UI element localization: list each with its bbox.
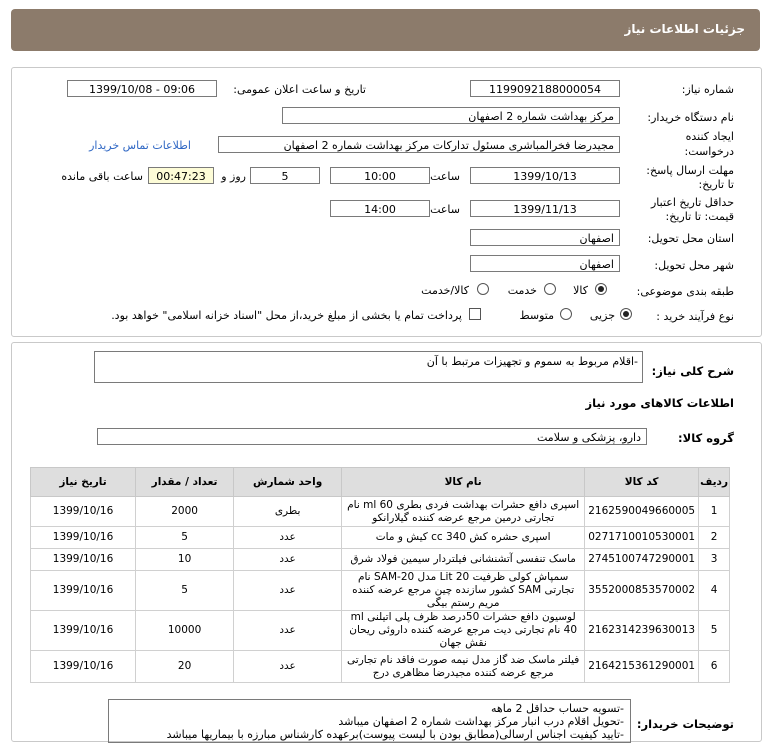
deadline-date-field: 1399/10/13 [470,167,620,184]
item-code: 2162590049660005 [585,497,699,527]
goods-table-header [31,468,730,497]
process-radio-minor[interactable] [620,308,632,320]
item-qty: 5 [136,527,234,549]
row-number: 4 [699,571,730,611]
item-unit: عدد [234,651,342,683]
buyer-org-label: نام دستگاه خریدار: [647,111,734,124]
remaining-time-label: ساعت باقی مانده [61,170,143,183]
item-date: 1399/10/16 [31,651,136,683]
table-row [31,497,730,527]
remaining-time-field: 00:47:23 [148,167,214,184]
item-code: 0271710010530001 [585,527,699,549]
province-field: اصفهان [470,229,620,246]
buyer-note-line: -تسویه حساب حداقل 2 ماهه [491,702,624,715]
deadline-label-line2: تا تاریخ: [698,178,734,191]
row-number: 2 [699,527,730,549]
deadline-time-label: ساعت [430,170,460,183]
goods-group-label: گروه کالا: [678,431,734,445]
goods-group-field: دارو، پزشکی و سلامت [97,428,647,445]
item-unit: عدد [234,571,342,611]
table-row [31,571,730,611]
process-radio-medium[interactable] [560,308,572,320]
validity-date-field: 1399/11/13 [470,200,620,217]
item-date: 1399/10/16 [31,497,136,527]
col-row: ردیف [699,468,730,497]
treasury-payment-note: پرداخت تمام یا بخشی از مبلغ خرید،از محل "اسناد خزانه اسلامی" خواهد بود. [111,309,462,322]
remaining-days-field: 5 [250,167,320,184]
item-date: 1399/10/16 [31,611,136,651]
validity-time-field: 14:00 [330,200,430,217]
city-field: اصفهان [470,255,620,272]
process-option-minor: جزیی [589,309,615,322]
item-name: ماسک تنفسی آتشنشانی فیلتردار سیمین فولاد شرق [342,549,585,571]
goods-section-title: اطلاعات کالاهای مورد نیاز [585,396,734,410]
category-option-service: خدمت [507,284,537,297]
item-date: 1399/10/16 [31,549,136,571]
item-unit: بطری [234,497,342,527]
item-qty: 10000 [136,611,234,651]
item-date: 1399/10/16 [31,527,136,549]
item-code: 2745100747290001 [585,549,699,571]
deadline-label-line1: مهلت ارسال پاسخ: [646,164,734,177]
buyer-note-line: -تایید کیفیت اجناس ارسالی(مطابق بودن با لیست پیوست)برعهده کارشناس مبارزه با بیماریها میباشد [166,728,624,741]
col-unit: واحد شمارش [234,468,342,497]
city-label: شهر محل تحویل: [654,259,734,272]
row-number: 5 [699,611,730,651]
days-label: روز و [221,170,246,183]
category-option-goods: کالا [573,284,588,297]
item-code: 3552000853570002 [585,571,699,611]
row-number: 1 [699,497,730,527]
table-row [31,611,730,651]
row-number: 6 [699,651,730,683]
buyer-note-line: -تحویل اقلام درب انبار مرکز بهداشت شماره 2 اصفهان میباشد [338,715,624,728]
table-row [31,549,730,571]
col-code: کد کالا [585,468,699,497]
category-option-goods-service: کالا/خدمت [421,284,469,297]
creator-label-line2: درخواست: [684,145,734,158]
item-qty: 5 [136,571,234,611]
need-number-label: شماره نیاز: [681,83,734,96]
row-number: 3 [699,549,730,571]
item-code: 2162314239630013 [585,611,699,651]
validity-label-line1: حداقل تاریخ اعتبار [650,196,734,209]
col-date: تاریخ نیاز [31,468,136,497]
item-code: 2164215361290001 [585,651,699,683]
item-name: فیلتر ماسک ضد گاز مدل نیمه صورت فاقد نام تجارتی مرجع عرضه کننده مجیدرضا مظاهری درج [342,651,585,683]
item-name: اسپری دافع حشرات بهداشت فردی بطری ml 60 نام تجارتی درمین مرجع عرضه کننده گیلارانکو [342,497,585,527]
announce-datetime-label: تاریخ و ساعت اعلان عمومی: [233,83,366,96]
item-qty: 2000 [136,497,234,527]
page-header [11,9,760,51]
buyer-notes-label: توضیحات خریدار: [636,717,734,731]
validity-label-line2: قیمت: تا تاریخ: [665,210,734,223]
deadline-time-field: 10:00 [330,167,430,184]
treasury-payment-checkbox[interactable] [469,308,481,320]
process-option-medium: متوسط [519,309,554,322]
item-unit: عدد [234,527,342,549]
summary-text: -اقلام مربوط به سموم و تجهیزات مرتبط با آن [426,355,638,368]
need-number-field: 1199092188000054 [470,80,620,97]
buyer-contact-link[interactable]: اطلاعات تماس خریدار [89,139,191,152]
item-name: سمپاش کولی ظرفیت Lit 20 مدل SAM-20 نام تجارتی SAM کشور سازنده چین مرجع عرضه کننده مریم رستم بیگی [342,571,585,611]
category-label: طبقه بندی موضوعی: [636,285,734,298]
creator-label-line1: ایجاد کننده [685,130,734,143]
goods-table [30,467,730,683]
process-label: نوع فرآیند خرید : [656,310,734,323]
category-radio-goods-service[interactable] [477,283,489,295]
announce-datetime-field: 1399/10/08 - 09:06 [67,80,217,97]
buyer-notes-box [108,699,631,743]
province-label: استان محل تحویل: [647,232,734,245]
summary-label: شرح کلی نیاز: [651,364,734,378]
summary-box [94,351,643,383]
item-unit: عدد [234,549,342,571]
category-radio-service[interactable] [544,283,556,295]
item-name: لوسیون دافع حشرات 50درصد ظرف پلی اتیلنی ml 40 نام تجارتی دیت مرجع عرضه کننده داروئی ریحان نقش جهان [342,611,585,651]
item-date: 1399/10/16 [31,571,136,611]
item-qty: 20 [136,651,234,683]
item-qty: 10 [136,549,234,571]
validity-time-label: ساعت [430,203,460,216]
table-row [31,651,730,683]
col-qty: تعداد / مقدار [136,468,234,497]
col-name: نام کالا [342,468,585,497]
page-title: جزئیات اطلاعات نیاز [624,22,745,36]
buyer-org-field: مرکز بهداشت شماره 2 اصفهان [282,107,620,124]
item-unit: عدد [234,611,342,651]
item-name: اسپری حشره کش 340 cc کیش و مات [342,527,585,549]
table-row [31,527,730,549]
category-radio-goods[interactable] [595,283,607,295]
creator-field: مجیدرضا فخرالمباشری مسئول تدارکات مرکز بهداشت شماره 2 اصفهان [218,136,620,153]
